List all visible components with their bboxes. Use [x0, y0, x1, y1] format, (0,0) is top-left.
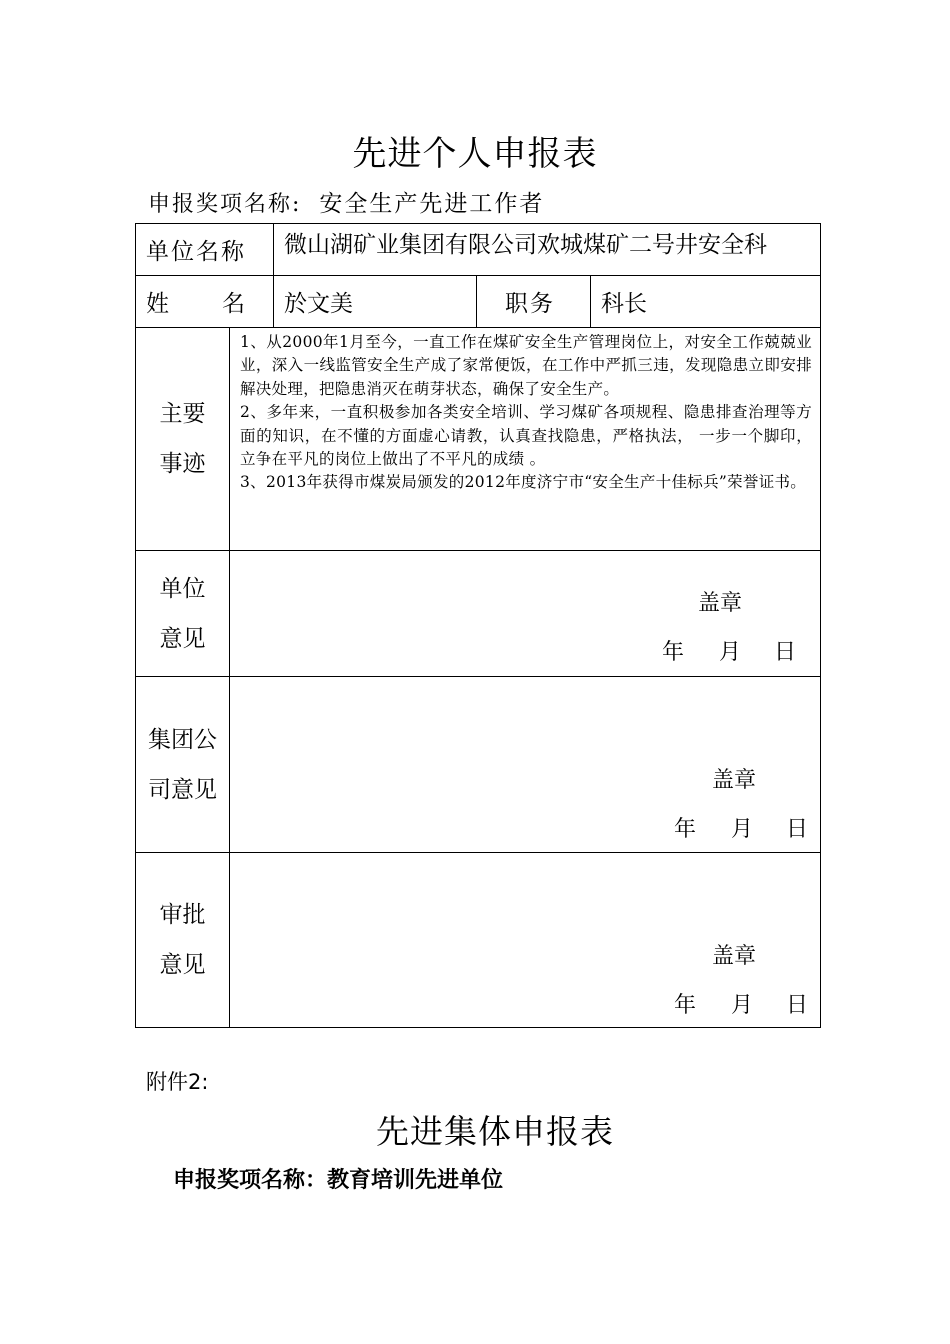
unit-opinion-cell [230, 551, 821, 677]
group-opinion-cell [230, 677, 821, 853]
unit-name-value: 微山湖矿业集团有限公司欢城煤矿二号井安全科 [274, 224, 821, 276]
award-value: 安全生产先进工作者 [319, 191, 545, 217]
attachment-label: 附件2: [146, 1070, 209, 1094]
unit-opinion-row [136, 551, 821, 677]
date-line: 年 月 日 [662, 640, 797, 665]
group-opinion-row [136, 677, 821, 853]
group-opinion-label: 集团公 司意见 [136, 677, 230, 853]
unit-name-label: 单位名称 [136, 224, 274, 276]
unit-opinion-label: 单位 意见 [136, 551, 230, 677]
stamp-text: 盖章 [698, 591, 743, 616]
form2-title: 先进集体申报表 [376, 1112, 614, 1151]
stamp-text: 盖章 [712, 768, 757, 793]
deeds-item: 3、2013年获得市煤炭局颁发的2012年度济宁市“安全生产十佳标兵”荣誉证书。 [240, 473, 807, 492]
deeds-item: 2、多年来，一直积极参加各类安全培训、学习煤矿各项规程、隐患排查治理等方面的知识，在不懂的方面虚心请教，认真查找隐患，严格执法， 一步一个脚印，立争在平凡的岗位上做出了不平凡的成绩 。 [240, 403, 813, 469]
approval-cell [230, 853, 821, 1028]
deeds-label: 主要 事迹 [136, 328, 230, 551]
form-title: 先进个人申报表 [352, 134, 598, 174]
form2-award-line: 申报奖项名称：教育培训先进单位 [173, 1168, 504, 1193]
date-line: 年 月 日 [674, 993, 809, 1018]
unit-row [136, 224, 821, 276]
award-label: 申报奖项名称: [148, 192, 302, 217]
award-line [148, 185, 544, 218]
position-value: 科长 [591, 276, 821, 328]
deeds-row [136, 328, 821, 551]
application-form-table [135, 223, 821, 1028]
stamp-text: 盖章 [712, 944, 757, 969]
name-value: 於文美 [274, 276, 477, 328]
position-label: 职务 [477, 276, 591, 328]
approval-row [136, 853, 821, 1028]
deeds-content [230, 328, 821, 551]
date-line: 年 月 日 [674, 817, 809, 842]
deeds-item: 1、从2000年1月至今，一直工作在煤矿安全生产管理岗位上，对安全工作兢兢业业，深入一线监管安全生产成了家常便饭，在工作中严抓三违，发现隐患立即安排解决处理，把隐患消灭在萌芽状态，确保了安全生产。 [240, 333, 813, 398]
name-label: 姓 名 [136, 276, 274, 328]
approval-label: 审批 意见 [136, 853, 230, 1028]
name-row [136, 276, 821, 328]
